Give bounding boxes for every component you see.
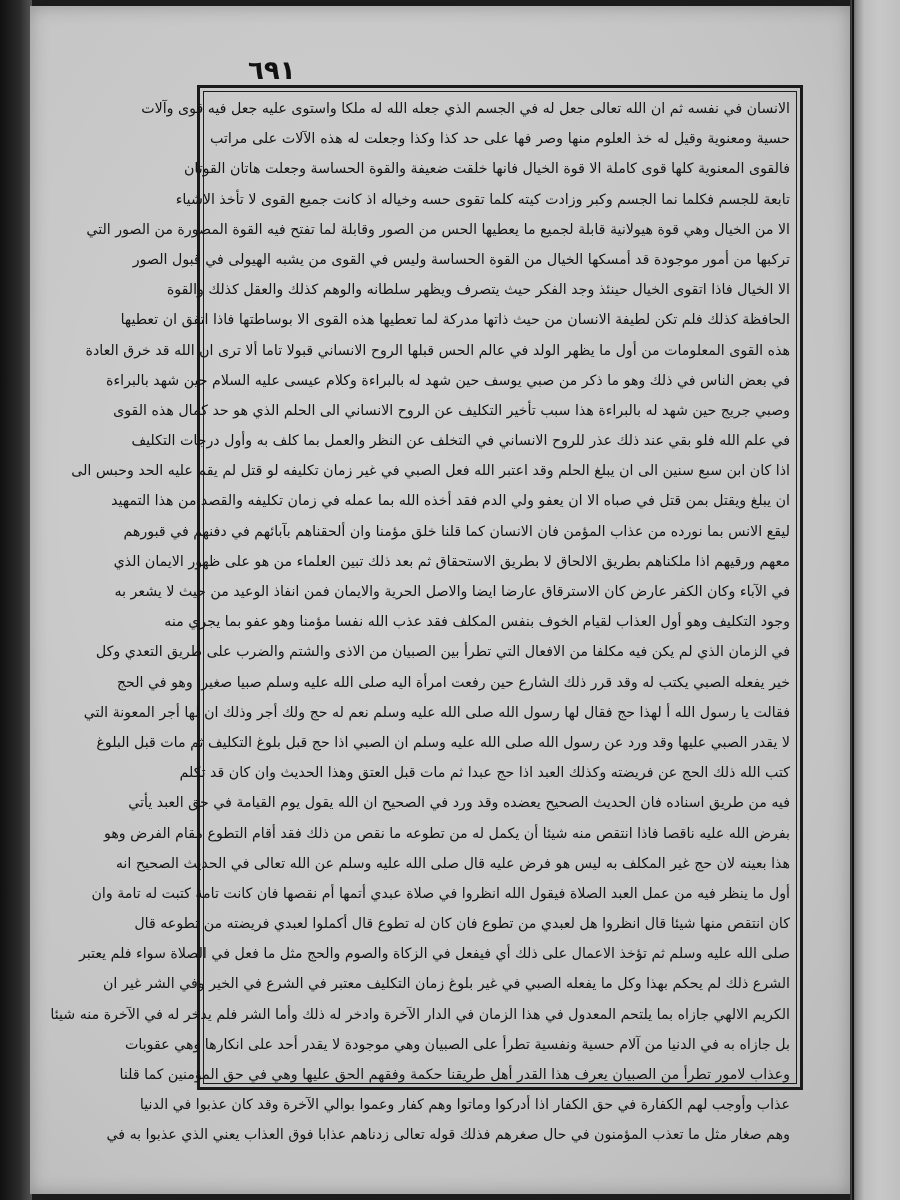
text-line: تابعة للجسم فكلما نما الجسم وكبر وزادت كيته كلما تقوى حسه وخياله اذ كانت جميع القوى لا تأخذ الاشياء: [175, 191, 790, 208]
text-line: هذه القوى المعلومات من أول ما يظهر الولد في عالم الحس قبلها الروح الانساني قبولا تاما ألا ترى ان الله قد خرق العادة: [85, 342, 790, 359]
text-line: خير يفعله الصبي يكتب له وقد قرر ذلك الشارع حين رفعت امرأة اليه صلى الله عليه وسلم صبيا صغيرا وهو في الحج: [116, 674, 790, 691]
main-text-block: [50, 94, 790, 1151]
text-line: هذا بعينه لان حج غير المكلف به ليس هو فرض عليه قال صلى الله عليه وسلم عن الله تعالى في الحديث الصحيح انه: [115, 855, 790, 872]
text-line: في علم الله فلو بقي عند ذلك عذر للروح الانساني في التخلف عن النظر والعمل بما كلف به وأول درجات التكليف: [131, 433, 790, 450]
text-line: ليقع الانس بما نورده من عذاب المؤمن فان الانسان كما قلنا خلق مؤمنا وان ألحقناهم بآبائهم في دفنهم في قبورهم: [123, 523, 790, 540]
text-line: اذا كان ابن سبع سنين الى ان يبلغ الحلم وقد اعتبر الله فعل الصبي في غير زمان تكليفه لو قتل لم يقم عليه الحد وحبس الى: [71, 463, 790, 480]
text-line: فيه من طريق اسناده فان الحديث الصحيح يعضده وقد ورد في الصحيح ان الله يقول يوم القيامة في حق العبد يأتي: [128, 795, 790, 812]
text-line: معهم ورقيهم اذا ملكناهم بطريق الالحاق لا بطريق الاستحقاق ثم بعد ذلك تبين العلماء من هو على ظهور الايمان الذي: [113, 553, 790, 570]
text-line: الانسان في نفسه ثم ان الله تعالى جعل له في الجسم الذي جعله الله له ملكا واستوى عليه جعل فيه قوى وآلات: [141, 101, 790, 117]
text-line: وعذاب لامور تطرأ من الصبيان يعرف هذا القدر أهل طريقنا حكمة وفقهم الحق عليها وهي في حق المؤمنين كما قلنا: [119, 1067, 790, 1083]
text-line: ان يبلغ ويقتل بمن قتل في صباه الا ان يعفو ولي الدم فقد أخذه الله بما عمله في زمان تكليفه والقصد من هذا التمهيد: [111, 493, 790, 510]
text-line: الحافظة كذلك فلم تكن لطيفة الانسان من حيث ذاتها مدركة لما تعطيها هذه القوى الا بوساطتها فاذا اتفق ان تعطيها: [120, 312, 790, 329]
text-line: وهم صغار مثل ما تعذب المؤمنون في حال صغرهم فذلك قوله تعالى زدناهم عذابا فوق العذاب يعني الذي عذبوا به في: [106, 1127, 790, 1144]
page-number: ٦٩١: [248, 56, 296, 86]
text-line: الكريم الالهي جازاه بما يلتحم المعدول في هذا الزمان في الدار الآخرة وادخر له ذلك وأما الشر فلم يدخر له في الآخرة منه شيئا: [50, 1006, 790, 1023]
book-left-edge: [0, 0, 32, 1200]
book-gutter: [850, 0, 900, 1200]
text-line: في بعض الناس في ذلك وهو ما ذكر من صبي يوسف حين شهد له بالبراءة وكلام عيسى عليه السلام حين شهد بالبراءة: [106, 372, 790, 389]
text-line: وصبي جريج حين شهد له بالبراءة هذا سبب تأخير التكليف عن الروح الانساني الى الحلم الذي هو حد كمال هذه القوى: [113, 402, 790, 419]
text-line: في الآباء وكان الكفر عارض كان الاسترقاق عارضا ايضا والاصل الحرية والايمان فمن انفاذ الوعيد من حيث لا يشعر به: [114, 584, 790, 600]
text-line: فالقوى المعنوية كلها قوى كاملة الا قوة الخيال فانها خلقت ضعيفة والقوة الحساسة وجعلت هاتان القوتان: [183, 161, 790, 178]
text-line: في الزمان الذي لم يكن فيه مكلفا من الافعال التي تطرأ بين الصبيان من الاذى والشتم والضرب على طريق التعدي وكل: [95, 644, 790, 661]
text-line: كتب الله ذلك الحج عن فريضته وكذلك العبد اذا حج عبدا ثم مات قبل العتق وهذا الحديث وان كان قد تكلم: [179, 765, 790, 782]
text-line: أول ما ينظر فيه من عمل العبد الصلاة فيقول الله انظروا في صلاة عبدي أتمها أم نقصها فان كانت تامة كتبت له تامة وان: [91, 885, 790, 902]
text-line: لا يقدر الصبي عليها وقد ورد عن رسول الله صلى الله عليه وسلم ان الصبي اذا حج قبل بلوغ التكليف ثم مات قبل البلوغ: [96, 734, 790, 751]
text-line: كان انتقص منها شيئا قال انظروا هل لعبدي من تطوع فان كان له تطوع قال أكملوا لعبدي فريضته من تطوعه قال: [134, 916, 790, 933]
text-line: فقالت يا رسول الله أ لهذا حج فقال لها رسول الله صلى الله عليه وسلم نعم له حج ولك أجر وذلك ان لها أجر المعونة التي: [83, 704, 790, 721]
text-line: بفرض الله عليه ناقصا فاذا انتقص منه شيئا أن يكمل له من تطوعه ما نقص من ذلك فقد أقام التطوع مقام الفرض وهو: [104, 825, 790, 842]
text-line: عذاب وأوجب لهم الكفارة في حق الكفار اذا أدركوا وماتوا وهم كفار وعموا بوالي الآخرة وقد كان عذبوا في الدنيا: [139, 1097, 790, 1114]
text-frame: [50, 85, 803, 1144]
text-line: الشرع ذلك لم يحكم بهذا وكل ما يفعله الصبي في غير بلوغ زمان التكليف معتبر في الشرع في الخير وفي الشر غير ان: [103, 976, 790, 993]
text-line: صلى الله عليه وسلم ثم تؤخذ الاعمال على ذلك أي فيفعل في الزكاة والصوم والحج مثل ما فعل في الصلاة سواء فلم يعتبر: [78, 946, 790, 963]
text-line: حسية ومعنوية وقيل له خذ العلوم منها وصر فها على حد كذا وكذا وجعلت له هذه الآلات على مراتب: [210, 131, 790, 148]
text-line: وجود التكليف وهو أول العذاب لقيام الخوف بنفس المكلف فقد عذب الله نفسا مؤمنا وهو عفو بما يجري منه: [164, 614, 790, 631]
text-line: الا من الخيال وهي قوة هيولانية قابلة لجميع ما يعطيها الحس من الصور وقابلة لما تفتح فيه القوة المصورة من الصور التي: [86, 221, 790, 238]
text-line: بل جازاه به في الدنيا من آلام حسية ونفسية تطرأ على الصبيان وهي موجودة لا يقدر أحد على انكارها وهي عقوبات: [125, 1036, 790, 1053]
text-line: الا الخيال فاذا اتقوى الخيال حينئذ وجد الفكر حيث يتصرف ويظهر سلطانه والوهم كذلك والعقل كذلك والقوة: [166, 282, 790, 299]
text-line: تركبها من أمور موجودة قد أمسكها الخيال من القوة الحساسة وليس في القوى من يشبه الهيولى في قبول الصور: [132, 251, 790, 268]
